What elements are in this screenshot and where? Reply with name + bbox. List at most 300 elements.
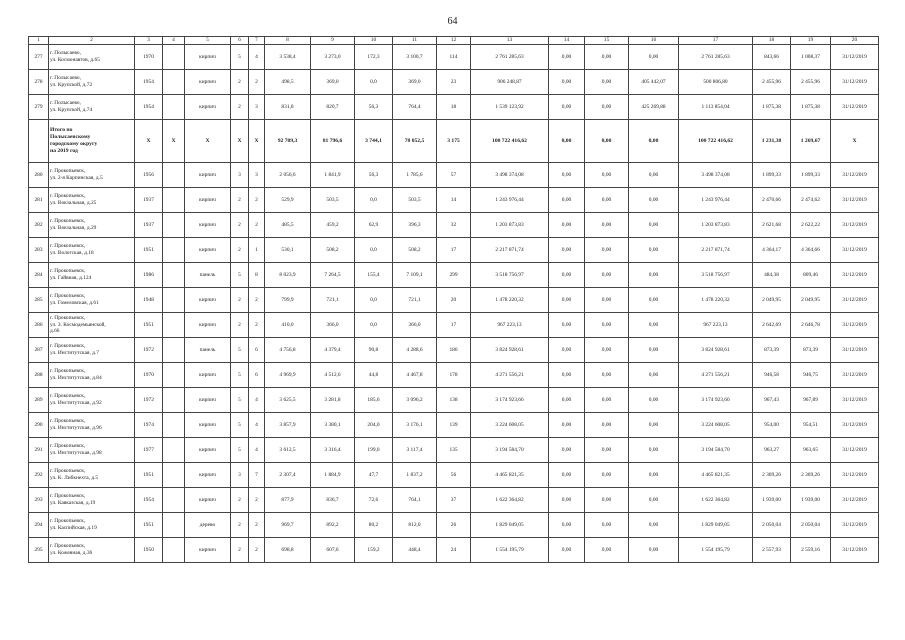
- table-cell: 877,9: [265, 488, 311, 513]
- table-cell: 2 056,6: [265, 163, 311, 188]
- table-cell: 4 364,17: [753, 238, 791, 263]
- table-cell: 484,38: [753, 263, 791, 288]
- table-cell: 1951: [135, 463, 163, 488]
- table-cell: 0,00: [585, 338, 629, 363]
- table-body: [29, 37, 879, 563]
- column-number-cell: 14: [549, 37, 585, 45]
- table-cell: 0,0: [355, 238, 393, 263]
- table-cell: 2 217 871,74: [471, 238, 549, 263]
- column-number-cell: 10: [355, 37, 393, 45]
- table-row: [29, 188, 879, 213]
- table-cell: 2: [249, 188, 265, 213]
- table-cell: 721,1: [311, 288, 355, 313]
- table-cell: 44,8: [355, 363, 393, 388]
- table-cell: [29, 120, 49, 163]
- table-cell: 1977: [135, 438, 163, 463]
- table-cell: 1 622 364,82: [679, 488, 753, 513]
- column-number-cell: 9: [311, 37, 355, 45]
- table-cell: 1 875,38: [791, 95, 831, 120]
- table-cell: 2 621,68: [753, 213, 791, 238]
- table-row: [29, 538, 879, 563]
- table-cell: 1 008,37: [791, 45, 831, 70]
- table-cell: 100 722 416,62: [679, 120, 753, 163]
- table-cell: 1 203 873,83: [679, 213, 753, 238]
- table-cell: 1 478 220,32: [679, 288, 753, 313]
- address-cell: г. Прокопьевск, ул. Вокзальная, д.29: [49, 213, 135, 238]
- total-row: [29, 120, 879, 163]
- table-cell: 3 518 756,97: [471, 263, 549, 288]
- table-cell: 954,00: [753, 413, 791, 438]
- table-cell: кирпич: [185, 363, 231, 388]
- table-cell: кирпич: [185, 313, 231, 338]
- table-cell: 2 622,22: [791, 213, 831, 238]
- table-cell: 0,00: [629, 413, 679, 438]
- table-cell: 2: [231, 213, 249, 238]
- table-cell: 288: [29, 363, 49, 388]
- table-cell: 278: [29, 70, 49, 95]
- table-cell: кирпич: [185, 288, 231, 313]
- table-cell: 0,00: [549, 488, 585, 513]
- table-cell: 286: [29, 313, 49, 338]
- table-cell: 946,58: [753, 363, 791, 388]
- column-number-cell: 5: [185, 37, 231, 45]
- table-cell: 0,00: [629, 263, 679, 288]
- table-cell: 0,00: [549, 70, 585, 95]
- table-cell: 1 113 854,04: [679, 95, 753, 120]
- table-cell: 24: [437, 538, 471, 563]
- table-cell: 3 380,1: [311, 413, 355, 438]
- address-cell: г. Прокопьевск, ул. Институтская, д.98: [49, 438, 135, 463]
- table-cell: 967,89: [791, 388, 831, 413]
- table-cell: 0,00: [549, 163, 585, 188]
- table-cell: 3 538,4: [265, 45, 311, 70]
- table-cell: 0,0: [355, 288, 393, 313]
- table-cell: 448,4: [393, 538, 437, 563]
- table-cell: 4: [249, 45, 265, 70]
- table-cell: 366,0: [393, 313, 437, 338]
- table-cell: 0,00: [629, 45, 679, 70]
- table-cell: X: [231, 120, 249, 163]
- table-cell: 1 243 976,44: [471, 188, 549, 213]
- table-cell: 3: [249, 163, 265, 188]
- table-cell: 954,51: [791, 413, 831, 438]
- table-cell: 159,2: [355, 538, 393, 563]
- table-cell: 0,0: [355, 188, 393, 213]
- table-cell: 31/12/2019: [831, 70, 879, 95]
- table-cell: 7 109,1: [393, 263, 437, 288]
- column-number-cell: 20: [831, 37, 879, 45]
- table-cell: 2: [249, 313, 265, 338]
- table-cell: 1 875,38: [753, 95, 791, 120]
- table-cell: 92 709,3: [265, 120, 311, 163]
- table-cell: 2 369,26: [753, 463, 791, 488]
- table-cell: 2 642,69: [753, 313, 791, 338]
- table-cell: 3 857,9: [265, 413, 311, 438]
- table-cell: 0,00: [549, 438, 585, 463]
- table-cell: 2 307,4: [265, 463, 311, 488]
- table-cell: 290: [29, 413, 49, 438]
- table-row: [29, 95, 879, 120]
- table-cell: 4 465 821,35: [679, 463, 753, 488]
- table-cell: 0,00: [549, 413, 585, 438]
- table-cell: панель: [185, 338, 231, 363]
- address-cell: Итого по Полысаевскому городскому округу на 2019 год: [49, 120, 135, 163]
- table-cell: X: [185, 120, 231, 163]
- column-number-cell: 6: [231, 37, 249, 45]
- table-cell: 289: [29, 388, 49, 413]
- table-cell: 1970: [135, 363, 163, 388]
- table-row: [29, 288, 879, 313]
- column-number-cell: 19: [791, 37, 831, 45]
- table-cell: 0,0: [355, 313, 393, 338]
- table-cell: X: [249, 120, 265, 163]
- table-cell: [163, 313, 185, 338]
- table-cell: кирпич: [185, 488, 231, 513]
- table-cell: 0,00: [585, 238, 629, 263]
- table-cell: 204,0: [355, 413, 393, 438]
- table-cell: 14: [437, 188, 471, 213]
- table-cell: 721,1: [393, 288, 437, 313]
- table-cell: 31/12/2019: [831, 213, 879, 238]
- table-cell: 277: [29, 45, 49, 70]
- table-cell: 0,00: [549, 188, 585, 213]
- table-cell: 3 498 374,08: [679, 163, 753, 188]
- table-cell: 1937: [135, 188, 163, 213]
- table-row: [29, 488, 879, 513]
- table-cell: 0,00: [629, 120, 679, 163]
- table-cell: 2 050,04: [791, 513, 831, 538]
- table-cell: 0,00: [549, 213, 585, 238]
- column-number-cell: 2: [49, 37, 135, 45]
- table-cell: 2 217 871,74: [679, 238, 753, 263]
- table-cell: 1 829 049,05: [679, 513, 753, 538]
- table-cell: кирпич: [185, 163, 231, 188]
- table-cell: 529,9: [265, 188, 311, 213]
- table-cell: 2: [231, 538, 249, 563]
- table-cell: 607,6: [311, 538, 355, 563]
- table-cell: 0,00: [629, 513, 679, 538]
- table-cell: 0,00: [585, 513, 629, 538]
- page-number: 64: [447, 16, 458, 27]
- table-cell: 37: [437, 488, 471, 513]
- table-cell: 178: [437, 363, 471, 388]
- table-cell: 26: [437, 513, 471, 538]
- column-number-cell: 3: [135, 37, 163, 45]
- table-row: [29, 238, 879, 263]
- table-cell: 1 243 976,44: [679, 188, 753, 213]
- table-row: [29, 213, 879, 238]
- address-cell: г. Прокопьевск, ул. К. Либкнехта, д.5: [49, 463, 135, 488]
- table-cell: 2 761 285,63: [679, 45, 753, 70]
- table-cell: 0,00: [549, 338, 585, 363]
- table-cell: 0,00: [585, 388, 629, 413]
- table-cell: 81 796,6: [311, 120, 355, 163]
- table-cell: 906 248,87: [471, 70, 549, 95]
- column-number-cell: 15: [585, 37, 629, 45]
- table-row: [29, 263, 879, 288]
- table-cell: 0,00: [629, 313, 679, 338]
- table-cell: 4 467,8: [393, 363, 437, 388]
- column-number-cell: 13: [471, 37, 549, 45]
- table-cell: 31/12/2019: [831, 95, 879, 120]
- table-cell: 31/12/2019: [831, 163, 879, 188]
- table-cell: 3 176,1: [393, 413, 437, 438]
- table-cell: 0,00: [629, 463, 679, 488]
- table-cell: [163, 388, 185, 413]
- table-cell: 873,39: [791, 338, 831, 363]
- table-cell: 4 969,9: [265, 363, 311, 388]
- table-cell: 503,5: [393, 188, 437, 213]
- table-cell: 155,4: [355, 263, 393, 288]
- table-cell: кирпич: [185, 463, 231, 488]
- table-cell: 0,00: [585, 263, 629, 288]
- table-cell: 1 899,33: [753, 163, 791, 188]
- address-cell: г. Прокопьевск, ул. Институтская, д.92: [49, 388, 135, 413]
- table-cell: 764,4: [393, 95, 437, 120]
- table-cell: 139: [437, 413, 471, 438]
- table-cell: 3 194 584,70: [679, 438, 753, 463]
- column-number-cell: 1: [29, 37, 49, 45]
- column-number-cell: 8: [265, 37, 311, 45]
- table-cell: 199,0: [355, 438, 393, 463]
- table-cell: 1956: [135, 163, 163, 188]
- table-cell: 287: [29, 338, 49, 363]
- table-cell: 3 117,4: [393, 438, 437, 463]
- table-cell: [163, 538, 185, 563]
- table-cell: 6: [249, 363, 265, 388]
- table-cell: 0,00: [585, 70, 629, 95]
- table-cell: 2: [249, 70, 265, 95]
- table-cell: [163, 488, 185, 513]
- table-cell: 2: [231, 513, 249, 538]
- table-cell: 0,00: [585, 363, 629, 388]
- table-cell: 3 625,5: [265, 388, 311, 413]
- table-cell: 279: [29, 95, 49, 120]
- table-cell: 0,00: [629, 488, 679, 513]
- table-cell: 2: [231, 238, 249, 263]
- table-cell: 1 269,67: [791, 120, 831, 163]
- table-cell: 764,1: [393, 488, 437, 513]
- table-cell: 31/12/2019: [831, 538, 879, 563]
- table-cell: 0,00: [549, 463, 585, 488]
- table-row: [29, 363, 879, 388]
- table-cell: 114: [437, 45, 471, 70]
- table-cell: 185,6: [355, 388, 393, 413]
- housing-register-table: [28, 36, 879, 563]
- table-cell: 3 174 923,66: [471, 388, 549, 413]
- table-cell: [163, 288, 185, 313]
- table-cell: 4: [249, 413, 265, 438]
- table-cell: 0,00: [585, 188, 629, 213]
- table-cell: 3 518 756,97: [679, 263, 753, 288]
- table-cell: X: [831, 120, 879, 163]
- table-cell: 836,7: [311, 488, 355, 513]
- table-cell: 1954: [135, 95, 163, 120]
- table-cell: 2: [231, 188, 249, 213]
- table-cell: 47,7: [355, 463, 393, 488]
- table-cell: 2: [249, 488, 265, 513]
- table-cell: 2 646,78: [791, 313, 831, 338]
- table-cell: 1 841,9: [311, 163, 355, 188]
- table-cell: 293: [29, 488, 49, 513]
- table-cell: 0,00: [585, 438, 629, 463]
- table-cell: [163, 438, 185, 463]
- table-cell: 0,00: [629, 388, 679, 413]
- table-cell: 1970: [135, 45, 163, 70]
- table-cell: 299: [437, 263, 471, 288]
- column-number-cell: 4: [163, 37, 185, 45]
- table-cell: 2 761 285,63: [471, 45, 549, 70]
- table-cell: 967 223,13: [471, 313, 549, 338]
- column-number-cell: 17: [679, 37, 753, 45]
- table-cell: 698,8: [265, 538, 311, 563]
- table-cell: 1 622 364,82: [471, 488, 549, 513]
- table-cell: 0,00: [585, 463, 629, 488]
- table-cell: 1 554 195,79: [679, 538, 753, 563]
- table-cell: 31/12/2019: [831, 188, 879, 213]
- table-cell: 0,00: [549, 313, 585, 338]
- address-cell: г. Прокопьевск, ул. Институтская, д.7: [49, 338, 135, 363]
- table-cell: 0,00: [549, 95, 585, 120]
- table-cell: 0,00: [629, 213, 679, 238]
- table-row: [29, 338, 879, 363]
- table-cell: 3 096,2: [393, 388, 437, 413]
- table-cell: [163, 463, 185, 488]
- table-row: [29, 163, 879, 188]
- table-cell: 1954: [135, 70, 163, 95]
- table-cell: 396,3: [393, 213, 437, 238]
- table-cell: [163, 45, 185, 70]
- table-cell: 4 364,66: [791, 238, 831, 263]
- table-cell: 23: [437, 70, 471, 95]
- table-row: [29, 413, 879, 438]
- table-cell: 0,00: [629, 438, 679, 463]
- address-cell: г. Прокопьевск, ул. Каспийская, д.19: [49, 513, 135, 538]
- table-cell: 2 455,96: [753, 70, 791, 95]
- table-cell: [163, 213, 185, 238]
- table-cell: 0,00: [629, 188, 679, 213]
- table-cell: 1: [249, 238, 265, 263]
- table-cell: 0,00: [585, 288, 629, 313]
- table-cell: 3 175: [437, 120, 471, 163]
- table-cell: 0,00: [549, 513, 585, 538]
- table-cell: 4: [249, 388, 265, 413]
- table-cell: кирпич: [185, 70, 231, 95]
- table-cell: кирпич: [185, 95, 231, 120]
- table-cell: 0,00: [585, 538, 629, 563]
- table-cell: 5: [231, 413, 249, 438]
- table-cell: 2: [249, 513, 265, 538]
- table-cell: 31/12/2019: [831, 313, 879, 338]
- table-cell: кирпич: [185, 413, 231, 438]
- table-cell: 4: [249, 438, 265, 463]
- table-cell: 1951: [135, 313, 163, 338]
- table-cell: 967 223,13: [679, 313, 753, 338]
- table-cell: кирпич: [185, 45, 231, 70]
- table-cell: 31/12/2019: [831, 438, 879, 463]
- table-cell: 32: [437, 213, 471, 238]
- table-cell: 4 271 556,21: [471, 363, 549, 388]
- address-cell: г. Прокопьевск, ул. Кавказская, д.19: [49, 488, 135, 513]
- table-cell: 1 539 123,92: [471, 95, 549, 120]
- table-cell: 2: [231, 95, 249, 120]
- table-cell: [163, 338, 185, 363]
- table-cell: 0,00: [585, 313, 629, 338]
- table-cell: 4 288,6: [393, 338, 437, 363]
- table-cell: 0,00: [629, 338, 679, 363]
- table-cell: 1 231,38: [753, 120, 791, 163]
- address-cell: г. Прокопьевск, ул. Вокзальная, д.25: [49, 188, 135, 213]
- table-cell: кирпич: [185, 438, 231, 463]
- table-cell: 1 829 049,05: [471, 513, 549, 538]
- table-cell: дерево: [185, 513, 231, 538]
- table-cell: 485,5: [265, 213, 311, 238]
- table-cell: 2 049,95: [753, 288, 791, 313]
- table-cell: 3 612,5: [265, 438, 311, 463]
- table-cell: 7 264,5: [311, 263, 355, 288]
- table-cell: 369,0: [311, 70, 355, 95]
- table-cell: 3 316,4: [311, 438, 355, 463]
- table-cell: 17: [437, 238, 471, 263]
- table-cell: 0,00: [549, 263, 585, 288]
- table-cell: 369,0: [393, 70, 437, 95]
- table-cell: 80,2: [355, 513, 393, 538]
- table-cell: [163, 263, 185, 288]
- column-number-cell: 12: [437, 37, 471, 45]
- table-cell: 1 884,9: [311, 463, 355, 488]
- column-number-cell: 16: [629, 37, 679, 45]
- table-cell: 56,3: [355, 163, 393, 188]
- table-cell: 31/12/2019: [831, 413, 879, 438]
- table-cell: 1 478 220,32: [471, 288, 549, 313]
- table-cell: [163, 70, 185, 95]
- table-cell: 5: [231, 388, 249, 413]
- table-cell: [163, 163, 185, 188]
- table-cell: 0,00: [585, 413, 629, 438]
- table-cell: 0,00: [549, 238, 585, 263]
- table-cell: 2 557,93: [753, 538, 791, 563]
- table-cell: 0,00: [585, 163, 629, 188]
- table-cell: 1 939,00: [791, 488, 831, 513]
- table-cell: 72,6: [355, 488, 393, 513]
- table-cell: 3 100,7: [393, 45, 437, 70]
- table-cell: 3 824 928,61: [679, 338, 753, 363]
- table-cell: 4 465 821,35: [471, 463, 549, 488]
- table-cell: 2 559,16: [791, 538, 831, 563]
- column-number-cell: 18: [753, 37, 791, 45]
- table-cell: 498,5: [265, 70, 311, 95]
- table-cell: 31/12/2019: [831, 338, 879, 363]
- table-cell: 5: [231, 338, 249, 363]
- address-cell: г. Прокопьевск, ул. 2-я Карпинская, д.5: [49, 163, 135, 188]
- table-cell: 3: [231, 463, 249, 488]
- table-cell: 2 049,95: [791, 288, 831, 313]
- table-cell: 459,2: [311, 213, 355, 238]
- table-cell: кирпич: [185, 388, 231, 413]
- table-cell: 5: [231, 263, 249, 288]
- table-cell: 3 174 923,66: [679, 388, 753, 413]
- table-cell: 963,65: [791, 438, 831, 463]
- table-cell: 31/12/2019: [831, 238, 879, 263]
- table-cell: 0,00: [549, 288, 585, 313]
- table-cell: 31/12/2019: [831, 488, 879, 513]
- table-cell: кирпич: [185, 213, 231, 238]
- table-cell: 4 756,8: [265, 338, 311, 363]
- table-cell: 1 203 873,83: [471, 213, 549, 238]
- table-row: [29, 313, 879, 338]
- table-cell: 0,00: [549, 45, 585, 70]
- table-cell: 282: [29, 213, 49, 238]
